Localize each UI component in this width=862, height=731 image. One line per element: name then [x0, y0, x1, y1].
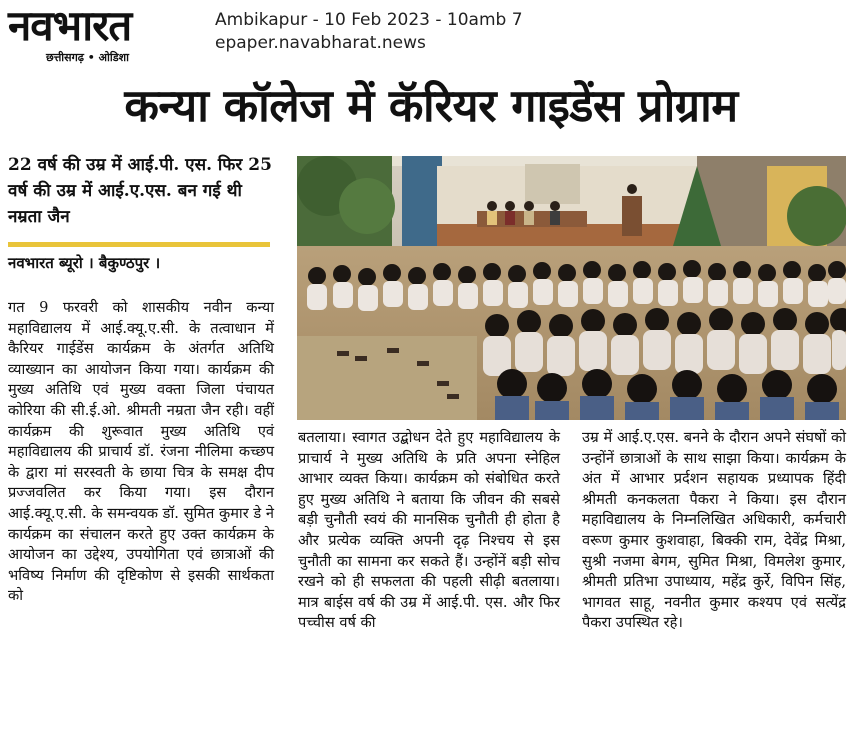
article-byline: नवभारत ब्यूरो । बैकुण्ठपुर ।: [8, 254, 161, 272]
article-column-3: उम्र में आई.ए.एस. बनने के दौरान अपने संघषाें को उन्होंनें छात्राओं के साथ साझा किया। कार्यक्रम के अंत में आभार प्रर्दशन सहायक प्रध्यापक हिंदी श्रीमती कनकलता पैकरा ने किया। इस दौरान महाविद्यालय के निम्नलिखित अधिकारी, कर्मचारी वरूण कुमार कुशवाहा, बिक्की राम, देवेंद्र मिश्रा, सुश्री नजमा बेगम, सुमित मिश्रा, विमलेश कुमार, श्रीमती प्रतिभा उपाध्याय, महेंद्र कुर्रे, विपिन सिंह, भागवत साहू, नवनीत कुमार कश्यप एवं सत्येंद्र पैकरा उपस्थित रहे।: [582, 429, 846, 632]
newspaper-logo: नवभारत: [8, 1, 132, 50]
event-photo-illustration: [297, 156, 846, 420]
region-label: छत्तीसगढ़ • ओडिशा: [46, 51, 129, 64]
masthead: [0, 0, 862, 68]
epaper-url[interactable]: epaper.navabharat.news: [215, 33, 426, 53]
article-column-2: बतलाया। स्वागत उद्बोधन देते हुए महाविद्यालय के प्राचार्य ने मुख्य अतिथि के प्रति अपना स्नेहिल आभार व्यक्त किया। कार्यक्रम को संबोधित करते हुए मुख्य अतिथि ने बताया कि जीवन की सबसे बड़ी चुनौती स्वयं की मानसिक चुनौती ही होता है और प्रत्येक व्यक्ति अपनी दृढ़ निश्चय से इस चुनौती का सामना कर सकते हैं। उन्होंनें बड़ी सोच रखने को ही सफलता की पहली सीढ़ी बतलाया। मात्र बाईस वर्ष की उम्र में आई.पी. एस. और फिर पच्चीस वर्ष की: [298, 429, 560, 632]
article-headline: कन्या कॉलेज में कॅरियर गाइडेंस प्रोग्राम: [124, 79, 738, 132]
edition-info: Ambikapur - 10 Feb 2023 - 10amb 7: [215, 10, 523, 30]
subhead-divider: [8, 242, 270, 247]
article-subheadline: 22 वर्ष की उम्र में आई.पी. एस. फिर 25 वर्ष की उम्र में आई.ए.एस. बन गई थी नम्रता जैन: [8, 155, 272, 227]
event-photo: [297, 156, 846, 420]
article-column-1: गत 9 फरवरी को शासकीय नवीन कन्या महाविद्यालय में आई.क्यू.ए.सी. के तत्वाधान में कैरियर गाईडेंस कार्यक्रम के अंतर्गत अतिथि व्याख्यान का आयोजन किया गया। कार्यक्रम की मुख्य अतिथि एवं मुख्य वक्ता जिला पंचायत कोरिया की सी.ई.ओ. श्रीमती नम्रता जैन रही। वहीं कार्यक्रम की शुरूवात मुख्य अतिथि एवं महाविद्यालय की प्राचार्य डॉ. रंजना नीलिमा कच्छप के द्वारा मां सरस्वती के छाया चित्र के समक्ष दीप प्रज्जवलित कर किया गया। इस दौरान आई.क्यू.ए.सी. के समन्वयक डॉ. सुमित कुमार डे ने कार्यक्रम का संचालन करते हुए उक्त कार्यक्रम के आयोजन का उद्देश्य, उपयोगिता एवं छात्राओं की भविष्य निर्माण की दृष्टिकोण से इसकी सार्थकता को: [8, 299, 274, 605]
